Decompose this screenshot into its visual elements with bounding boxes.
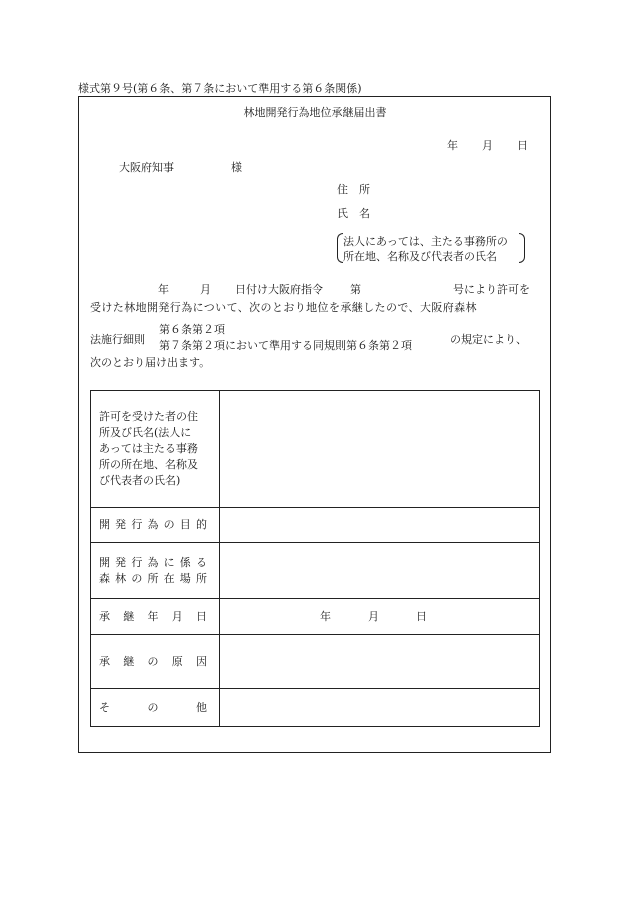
form-title: 林地開発行為地位承継届出書 <box>243 106 387 119</box>
label-char: 承 <box>99 654 110 668</box>
table-row <box>91 599 540 635</box>
label-char: に <box>163 555 175 569</box>
label-char: 為 <box>147 555 159 569</box>
row-label-other <box>91 689 220 727</box>
row-label-line: 所の所在地、名称及 <box>99 458 198 471</box>
label-char: 承 <box>99 609 110 623</box>
succession-date-month: 月 <box>368 609 379 623</box>
row-label-line: 許可を受けた者の住 <box>99 410 198 423</box>
body-line3-option1: 第６条第２項 <box>159 323 225 336</box>
table-row <box>91 689 540 727</box>
addressee: 大阪府知事 <box>119 161 174 174</box>
body-line1-tail: 号により許可を <box>453 283 530 296</box>
addressee-suffix: 様 <box>231 161 242 174</box>
row-label-purpose <box>91 508 220 543</box>
body-line3-tail: の規定により、 <box>450 333 527 346</box>
purpose-field[interactable] <box>220 508 540 543</box>
label-char: る <box>195 555 207 569</box>
body-number-prefix: 第 <box>350 283 361 296</box>
corporate-note-line1: 法人にあっては、主たる事務所の <box>343 235 508 248</box>
body-line3-option2: 第７条第２項において準用する同規則第６条第２項 <box>159 339 412 352</box>
label-char: 行 <box>131 518 143 531</box>
corporate-note-line2: 所在地、名称及び代表者の氏名 <box>343 250 497 263</box>
label-char: 開 <box>99 518 110 531</box>
label-char: 継 <box>123 654 135 668</box>
label-char: 林 <box>115 571 127 585</box>
label-char: 他 <box>196 700 207 714</box>
label-char: の <box>147 654 159 668</box>
row-label-line: び代表者の氏名) <box>99 474 181 487</box>
table-row <box>91 635 540 689</box>
row-label-succession-date <box>91 599 220 635</box>
date-day-label: 日 <box>517 139 528 152</box>
location-field[interactable] <box>220 543 540 599</box>
label-char: 森 <box>99 571 110 585</box>
row-label-line: あっては主たる事務 <box>99 442 198 455</box>
succession-reason-field[interactable] <box>220 635 540 689</box>
label-char: の <box>163 518 175 531</box>
succession-date-day: 日 <box>416 609 427 623</box>
label-char: 開 <box>99 555 110 569</box>
label-char: 為 <box>147 518 159 531</box>
label-char: の <box>147 700 159 714</box>
row-label-succession-reason <box>91 635 220 689</box>
body-date-suffix: 日付け大阪府指令 <box>235 283 323 296</box>
table-row <box>91 508 540 543</box>
label-char: 的 <box>195 518 207 531</box>
permit-holder-field[interactable] <box>220 391 540 508</box>
label-char: 因 <box>196 654 207 668</box>
date-month-label: 月 <box>482 139 493 152</box>
label-char: 日 <box>196 609 207 623</box>
label-char: 発 <box>115 518 127 531</box>
label-char: 目 <box>179 518 191 531</box>
label-char: の <box>131 571 143 585</box>
label-char: 原 <box>171 654 183 668</box>
table-row <box>91 543 540 599</box>
body-line3-lead: 法施行細則 <box>90 333 145 346</box>
row-label-line: 所及び氏名(法人に <box>99 426 192 439</box>
row-label-location <box>91 543 220 599</box>
other-field[interactable] <box>220 689 540 727</box>
label-char: 月 <box>171 609 183 623</box>
body-line4: 次のとおり届け出ます。 <box>90 356 211 369</box>
label-char: そ <box>99 700 110 714</box>
applicant-address-label: 住 所 <box>337 183 370 196</box>
label-char: 係 <box>179 555 191 569</box>
body-line2: 受けた林地開発行為について、次のとおり地位を承継したので、大阪府森林 <box>90 301 477 314</box>
label-char: 年 <box>147 609 159 623</box>
body-month: 月 <box>200 283 211 296</box>
label-char: 在 <box>163 571 175 585</box>
applicant-name-label: 氏 名 <box>337 207 370 220</box>
label-char: 継 <box>123 609 135 623</box>
succession-date-field[interactable] <box>220 599 540 635</box>
detail-table <box>90 390 540 727</box>
label-char: 場 <box>179 571 191 585</box>
succession-date-year: 年 <box>320 609 331 623</box>
corporate-note-right-bracket <box>519 233 525 263</box>
form-number-heading: 様式第９号(第６条、第７条において準用する第６条関係) <box>78 82 362 95</box>
label-char: 所 <box>147 571 159 585</box>
label-char: 行 <box>131 555 143 569</box>
date-year-label: 年 <box>447 139 458 152</box>
body-year: 年 <box>158 283 169 296</box>
table-row <box>91 391 540 508</box>
label-char: 発 <box>115 555 127 569</box>
label-char: 所 <box>195 571 207 585</box>
row-label-permit-holder <box>91 391 220 508</box>
